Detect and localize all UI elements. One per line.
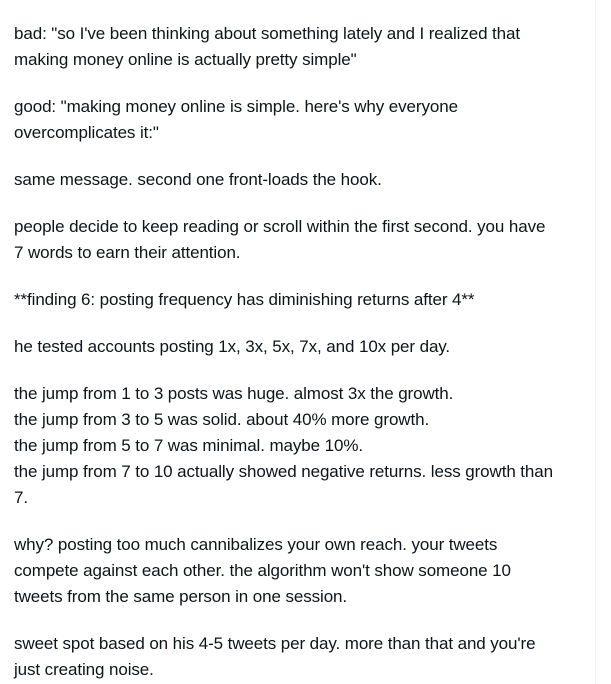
text-line: why? posting too much cannibalizes your own reach. your tweets — [14, 535, 498, 554]
paragraph — [14, 214, 579, 266]
text-line: the jump from 1 to 3 posts was huge. almost 3x the growth. — [14, 384, 454, 403]
paragraph — [14, 21, 579, 73]
text-line: making money online is actually pretty simple" — [14, 50, 357, 69]
paragraph — [14, 287, 579, 313]
text-line: just creating noise. — [14, 660, 154, 679]
paragraph — [14, 381, 579, 511]
text-line: sweet spot based on his 4-5 tweets per day. more than that and you're — [14, 634, 536, 653]
text-line: he tested accounts posting 1x, 3x, 5x, 7x, and 10x per day. — [14, 337, 451, 356]
text-line: good: "making money online is simple. here's why everyone — [14, 97, 458, 116]
text-line: compete against each other. the algorithm won't show someone 10 — [14, 561, 511, 580]
text-line: 7. — [14, 488, 28, 507]
text-line: the jump from 3 to 5 was solid. about 40% more growth. — [14, 410, 430, 429]
paragraph-list — [14, 21, 579, 683]
paragraph — [14, 334, 579, 360]
paragraph — [14, 94, 579, 146]
text-line: overcomplicates it:" — [14, 123, 159, 142]
text-line: the jump from 7 to 10 actually showed negative returns. less growth than — [14, 462, 553, 481]
text-line: **finding 6: posting frequency has diminishing returns after 4** — [14, 290, 475, 309]
text-line: the jump from 5 to 7 was minimal. maybe 10%. — [14, 436, 363, 455]
text-line: people decide to keep reading or scroll within the first second. you have — [14, 217, 546, 236]
paragraph — [14, 631, 579, 683]
text-line: bad: "so I've been thinking about something lately and I realized that — [14, 24, 521, 43]
paragraph — [14, 532, 579, 610]
paragraph — [14, 167, 579, 193]
text-line: same message. second one front-loads the hook. — [14, 170, 382, 189]
text-line: 7 words to earn their attention. — [14, 243, 241, 262]
text-line: tweets from the same person in one session. — [14, 587, 348, 606]
